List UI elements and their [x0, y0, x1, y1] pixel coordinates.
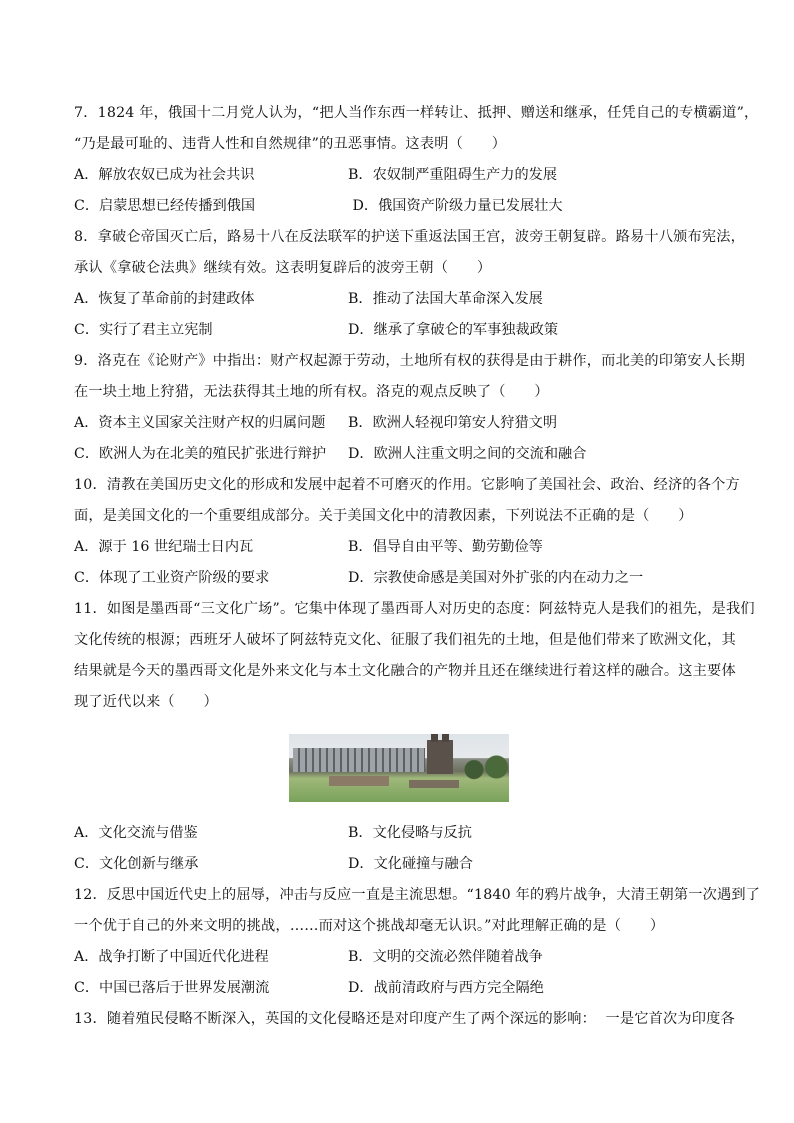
option-row: [74, 849, 724, 880]
question-text: 10．清教在美国历史文化的形成和发展中起着不可磨灭的作用。它影响了美国社会、政治、经济的各个方: [74, 477, 740, 493]
question-9: [74, 346, 746, 470]
option-c[interactable]: C．文化创新与继承: [74, 856, 199, 872]
church-building: [427, 740, 453, 774]
option-c[interactable]: C．体现了工业资产阶级的要求: [74, 570, 270, 586]
question-11: [74, 594, 755, 880]
apartment-building: [293, 748, 425, 772]
option-b[interactable]: B．文化侵略与反抗: [348, 825, 472, 841]
option-row: [74, 818, 724, 849]
question-text: 承认《拿破仑法典》继续有效。这表明复辟后的波旁王朝（ ）: [74, 260, 492, 276]
question-text: 13．随着殖民侵略不断深入，英国的文化侵略还是对印度产生了两个深远的影响： 一是它首次为印度各: [74, 1011, 735, 1027]
option-c[interactable]: C．启蒙思想已经传播到俄国: [74, 198, 256, 214]
question-12: [74, 880, 761, 1004]
option-a[interactable]: A．恢复了革命前的封建政体: [74, 291, 255, 307]
question-text: 11．如图是墨西哥“三文化广场”。它集中体现了墨西哥人对历史的态度：阿兹特克人是我们的祖先，是我们: [74, 601, 755, 617]
option-row: [74, 563, 724, 594]
option-row: [74, 942, 724, 973]
option-row: [74, 408, 724, 439]
question-text: 结果就是今天的墨西哥文化是外来文化与本土文化融合的产物并且还在继续进行着这样的融合。这主要体: [74, 663, 736, 679]
option-a[interactable]: A．文化交流与借鉴: [74, 825, 198, 841]
question-text: 文化传统的根源；西班牙人破坏了阿兹特克文化、征服了我们祖先的土地，但是他们带来了欧洲文化，其: [74, 632, 736, 648]
option-row: [74, 160, 724, 191]
option-c[interactable]: C．中国已落后于世界发展潮流: [74, 980, 270, 996]
question-8: [74, 222, 746, 346]
question-text: 现了近代以来（ ）: [74, 694, 218, 710]
question-text: “乃是最可耻的、违背人性和自然规律”的丑恶事情。这表明（ ）: [74, 136, 507, 152]
option-row: [74, 315, 724, 346]
question-13: [74, 1004, 735, 1035]
plaza-photo: [289, 734, 509, 802]
option-c[interactable]: C．欧洲人为在北美的殖民扩张进行辩护: [74, 446, 327, 462]
option-a[interactable]: A．资本主义国家关注财产权的归属问题: [74, 415, 326, 431]
option-d[interactable]: D．继承了拿破仑的军事独裁政策: [348, 322, 559, 338]
exam-page: [74, 98, 761, 1035]
option-d[interactable]: D．欧洲人注重文明之间的交流和融合: [348, 446, 587, 462]
option-b[interactable]: B．倡导自由平等、勤劳勤俭等: [348, 539, 543, 555]
option-b[interactable]: B．文明的交流必然伴随着战争: [348, 949, 543, 965]
aztec-ruins: [329, 776, 389, 786]
question-7: [74, 98, 759, 222]
option-row: [74, 532, 724, 563]
option-b[interactable]: B．欧洲人轻视印第安人狩猎文明: [348, 415, 558, 431]
aztec-ruins: [409, 780, 459, 788]
option-row: [74, 191, 724, 222]
question-text: 8．拿破仑帝国灭亡后，路易十八在反法联军的护送下重返法国王宫，波旁王朝复辟。路易十八颁布宪法，: [74, 229, 746, 245]
option-b[interactable]: B．推动了法国大革命深入发展: [348, 291, 543, 307]
option-d[interactable]: D．文化碰撞与融合: [348, 856, 473, 872]
question-text: 7．1824 年，俄国十二月党人认为，“把人当作东西一样转让、抵押、赠送和继承，任凭自己的专横霸道”，: [74, 105, 759, 121]
option-a[interactable]: A．战争打断了中国近代化进程: [74, 949, 269, 965]
option-row: [74, 973, 724, 1004]
option-d[interactable]: D．宗教使命感是美国对外扩张的内在动力之一: [348, 570, 644, 586]
figure-container: [74, 718, 724, 818]
question-text: 面，是美国文化的一个重要组成部分。关于美国文化中的清教因素，下列说法不正确的是（ ）: [74, 508, 693, 524]
option-a[interactable]: A．源于 16 世纪瑞士日内瓦: [74, 539, 254, 555]
option-a[interactable]: A．解放农奴已成为社会共识: [74, 167, 255, 183]
option-row: [74, 439, 724, 470]
option-d[interactable]: D．战前清政府与西方完全隔绝: [348, 980, 544, 996]
trees: [459, 754, 509, 780]
question-text: 12．反思中国近代史上的屈辱，冲击与反应一直是主流思想。“1840 年的鸦片战争，大清王朝第一次遇到了: [74, 887, 761, 903]
option-b[interactable]: B．农奴制严重阻碍生产力的发展: [348, 167, 558, 183]
question-text: 一个优于自己的外来文明的挑战，……而对这个挑战却毫无认识。”对此理解正确的是（ ）: [74, 918, 665, 934]
option-c[interactable]: C．实行了君主立宪制: [74, 322, 213, 338]
question-text: 在一块土地上狩猎，无法获得其土地的所有权。洛克的观点反映了（ ）: [74, 384, 549, 400]
option-d[interactable]: D．俄国资产阶级力量已发展壮大: [348, 198, 563, 214]
option-row: [74, 284, 724, 315]
question-10: [74, 470, 740, 594]
question-text: 9．洛克在《论财产》中指出：财产权起源于劳动，土地所有权的获得是由于耕作，而北美的印第安人长期: [74, 353, 746, 369]
